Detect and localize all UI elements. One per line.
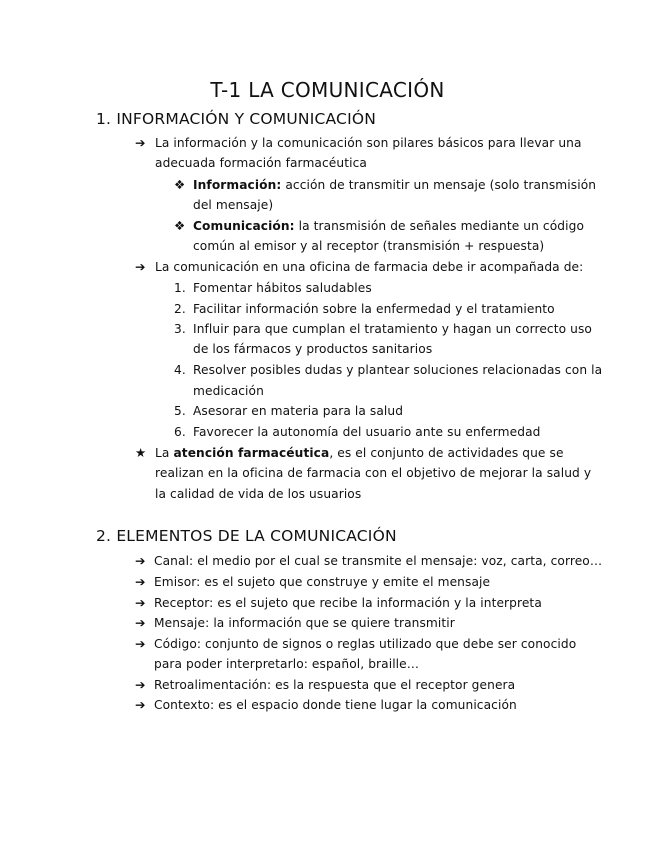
star-paragraph-line-3: la calidad de vida de los usuarios	[155, 487, 362, 501]
page-title: T-1 LA COMUNICACIÓN	[210, 78, 445, 102]
definition-comunicacion-line-1	[193, 219, 584, 233]
element-canal: Canal: el medio por el cual se transmite el mensaje: voz, carta, correo…	[154, 554, 603, 568]
list-item-3-line-1: Influir para que cumplan el tratamiento y hagan un correcto uso	[193, 322, 592, 336]
section-2-heading: 2. ELEMENTOS DE LA COMUNICACIÓN	[96, 527, 397, 545]
section-1-heading: 1. INFORMACIÓN Y COMUNICACIÓN	[96, 110, 377, 128]
diamond-icon: ❖	[174, 218, 186, 233]
list-number-3: 3.	[174, 322, 186, 336]
arrow-icon: ➔	[135, 697, 146, 712]
arrow-icon: ➔	[135, 595, 146, 610]
element-contexto: Contexto: es el espacio donde tiene lugar la comunicación	[154, 698, 517, 712]
arrow-icon: ➔	[135, 615, 146, 630]
arrow-icon: ➔	[135, 135, 146, 150]
list-item-3-line-2: de los fármacos y productos sanitarios	[193, 342, 433, 356]
star-icon: ★	[135, 445, 147, 460]
list-number-1: 1.	[174, 281, 186, 295]
list-item-1: Fomentar hábitos saludables	[193, 281, 372, 295]
definition-informacion-line-1	[193, 178, 596, 192]
element-mensaje: Mensaje: la información que se quiere transmitir	[154, 616, 455, 630]
bullet-2-text: La comunicación en una oficina de farmacia debe ir acompañada de:	[155, 260, 584, 274]
element-codigo-line-2: para poder interpretarlo: español, braille…	[154, 657, 420, 671]
list-item-6: Favorecer la autonomía del usuario ante su enfermedad	[193, 425, 541, 439]
list-number-5: 5.	[174, 404, 186, 418]
arrow-icon: ➔	[135, 677, 146, 692]
definition-comunicacion-text: la transmisión de señales mediante un código	[294, 219, 584, 233]
star-paragraph-line-1	[155, 446, 564, 460]
definition-informacion-line-2: del mensaje)	[193, 198, 274, 212]
element-receptor: Receptor: es el sujeto que recibe la información y la interpreta	[154, 596, 542, 610]
definition-comunicacion-line-2: común al emisor y al receptor (transmisión + respuesta)	[193, 239, 545, 253]
list-item-2: Facilitar información sobre la enfermedad y el tratamiento	[193, 302, 555, 316]
list-number-6: 6.	[174, 425, 186, 439]
star-prefix: La	[155, 446, 174, 460]
diamond-icon: ❖	[174, 177, 186, 192]
term-comunicacion: Comunicación:	[193, 219, 295, 233]
list-number-2: 2.	[174, 302, 186, 316]
element-retroalimentacion: Retroalimentación: es la respuesta que el receptor genera	[154, 678, 516, 692]
arrow-icon: ➔	[135, 636, 146, 651]
term-atencion-farmaceutica: atención farmacéutica	[173, 446, 330, 460]
list-item-4-line-2: medicación	[193, 384, 264, 398]
bullet-1-line-1: La información y la comunicación son pilares básicos para llevar una	[155, 136, 582, 150]
term-informacion: Información:	[193, 178, 282, 192]
element-emisor: Emisor: es el sujeto que construye y emite el mensaje	[154, 575, 491, 589]
arrow-icon: ➔	[135, 553, 146, 568]
list-item-4-line-1: Resolver posibles dudas y plantear soluciones relacionadas con la	[193, 363, 603, 377]
definition-informacion-text: acción de transmitir un mensaje (solo transmisión	[281, 178, 597, 192]
star-text: , es el conjunto de actividades que se	[329, 446, 564, 460]
bullet-1-line-2: adecuada formación farmacéutica	[155, 156, 367, 170]
arrow-icon: ➔	[135, 574, 146, 589]
list-item-5: Asesorar en materia para la salud	[193, 404, 404, 418]
list-number-4: 4.	[174, 363, 186, 377]
element-codigo-line-1: Código: conjunto de signos o reglas utilizado que debe ser conocido	[154, 637, 577, 651]
arrow-icon: ➔	[135, 259, 146, 274]
star-paragraph-line-2: realizan en la oficina de farmacia con el objetivo de mejorar la salud y	[155, 466, 592, 480]
